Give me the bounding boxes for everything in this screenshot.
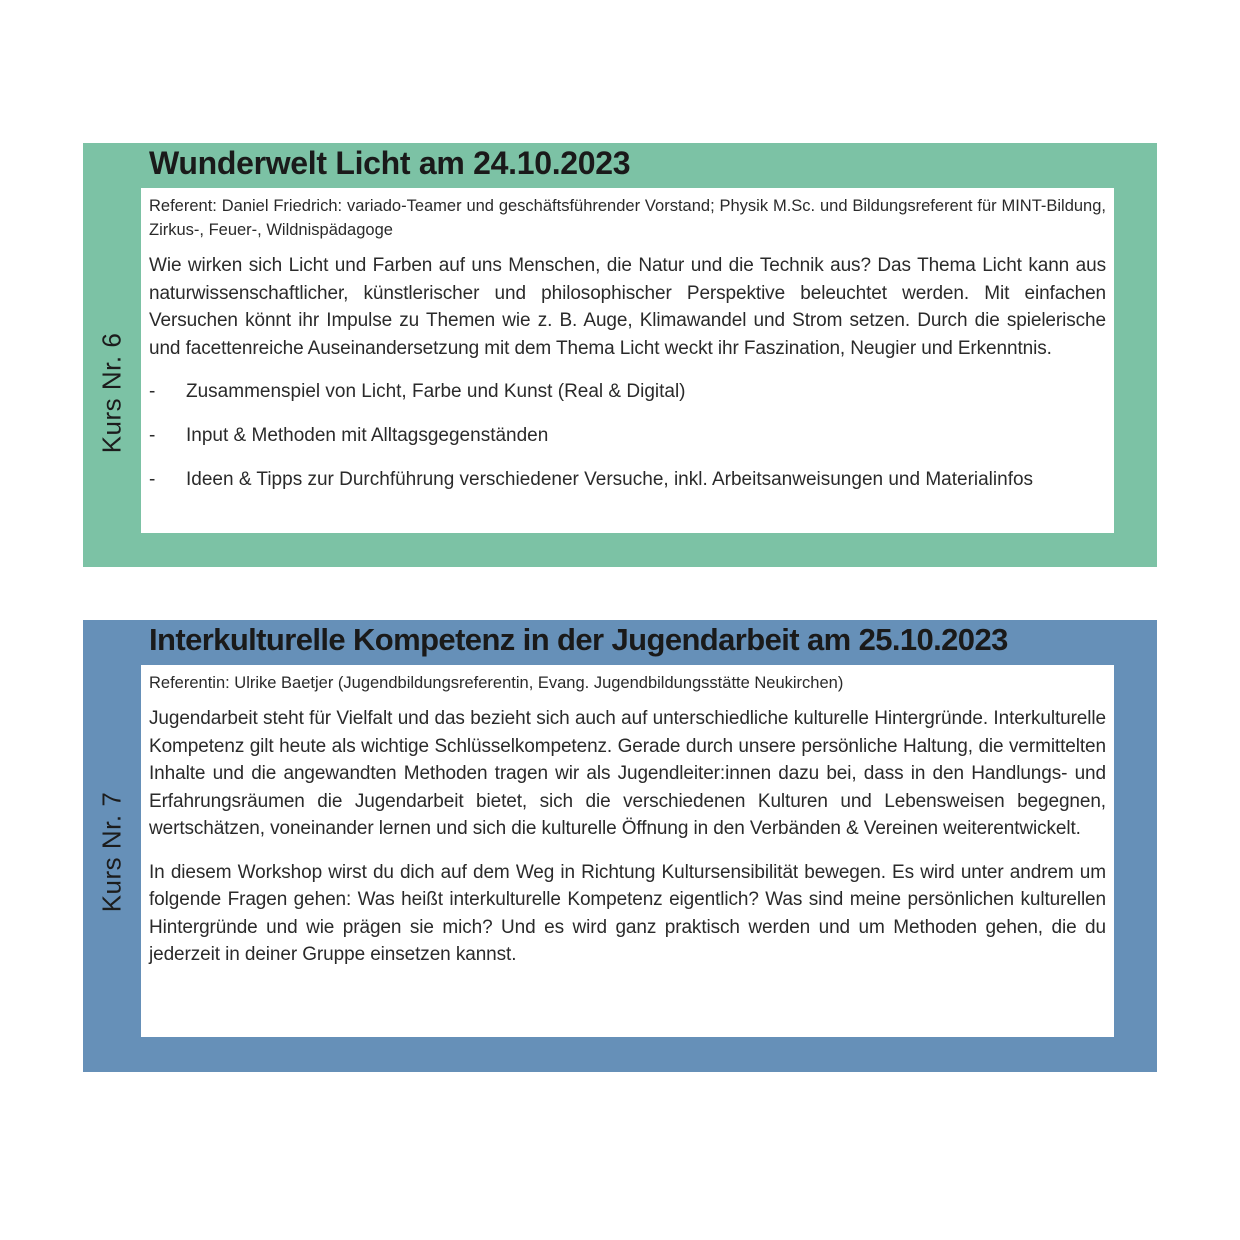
course-number-label <box>83 143 141 567</box>
list-item <box>149 466 1106 493</box>
course-paragraph: Jugendarbeit steht für Vielfalt und das bezieht sich auch auf unterschiedliche kulturelle Hintergründe. Interkulturelle Kompetenz gilt heute als wichtige Schlüsselkompetenz. Gerade durch unsere persönliche Haltung, die vermittelten Inhalte und die angewandten Methoden tragen wir als Jugendleiter:innen dazu bei, dass in den Handlungs- und Erfahrungsräumen die Jugendarbeit bietet, sich die verschiedenen Kulturen und Lebensweisen begegnen, wertschätzen, voneinander lernen und sich die kulturelle Öffnung in den Verbänden & Vereinen weiterentwickelt. <box>149 708 1106 839</box>
course-number-label <box>83 620 141 1072</box>
course-referent: Referentin: Ulrike Baetjer (Jugendbildungsreferentin, Evang. Jugendbildungsstätte Neukirchen) <box>149 674 844 692</box>
list-item <box>149 378 1106 405</box>
bullet-dash: - <box>149 381 156 402</box>
bullet-text: Ideen & Tipps zur Durchführung verschiedener Versuche, inkl. Arbeitsanweisungen und Materialinfos <box>186 469 1034 490</box>
course-bullet-list <box>149 378 1106 493</box>
bullet-text: Input & Methoden mit Alltagsgegenständen <box>186 425 549 446</box>
list-item <box>149 422 1106 449</box>
course-referent: Referent: Daniel Friedrich: variado-Teamer und geschäftsführender Vorstand; Physik M.Sc. und Bildungsreferent für MINT-Bildung, Zirkus-, Feuer-, Wildnispädagoge <box>149 197 1106 239</box>
bullet-text: Zusammenspiel von Licht, Farbe und Kunst (Real & Digital) <box>186 381 686 402</box>
bullet-dash: - <box>149 469 156 490</box>
course-title: Interkulturelle Kompetenz in der Jugendarbeit am 25.10.2023 <box>149 622 1008 657</box>
course-card-6 <box>83 143 1157 567</box>
course-number-text: Kurs Nr. 6 <box>96 332 127 454</box>
course-description-panel <box>141 188 1114 533</box>
course-card-7 <box>83 620 1157 1072</box>
course-paragraph: Wie wirken sich Licht und Farben auf uns Menschen, die Natur und die Technik aus? Das Thema Licht kann aus naturwissenschaftlicher, künstlerischer und philosophischer Perspektive beleuchtet werden. Mit einfachen Versuchen könnt ihr Impulse zu Themen wie z. B. Auge, Klimawandel und Strom setzen. Durch die spielerische und facettenreiche Auseinandersetzung mit dem Thema Licht weckt ihr Faszination, Neugier und Erkenntnis. <box>149 255 1106 359</box>
course-paragraph: In diesem Workshop wirst du dich auf dem Weg in Richtung Kultursensibilität bewegen. Es wird unter andrem um folgende Fragen gehen: Was heißt interkulturelle Kompetenz eigentlich? Was sind meine persönlichen kulturellen Hintergründe und wie prägen sie mich? Und es wird ganz praktisch werden und um Methoden gehen, die du jederzeit in deiner Gruppe einsetzen kannst. <box>149 861 1106 965</box>
course-number-text: Kurs Nr. 7 <box>96 791 127 913</box>
course-description-panel <box>141 665 1114 1037</box>
bullet-dash: - <box>149 425 156 446</box>
course-title: Wunderwelt Licht am 24.10.2023 <box>149 145 631 181</box>
